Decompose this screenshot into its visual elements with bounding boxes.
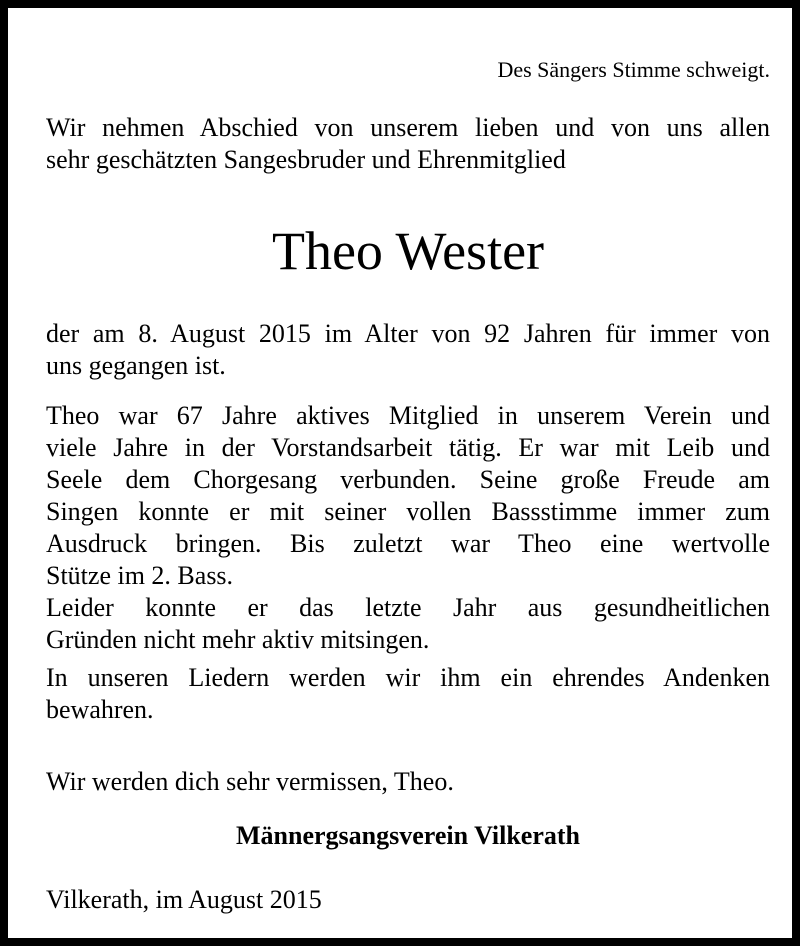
death-line: der am 8. August 2015 im Alter von 92 Jahren für immer von: [46, 319, 770, 348]
farewell-text: Wir werden dich sehr vermissen, Theo.: [46, 767, 454, 796]
illness-line: Gründen nicht mehr aktiv mitsingen.: [46, 625, 430, 654]
tribute-line: Theo war 67 Jahre aktives Mitglied in unserem Verein und: [46, 401, 770, 430]
death-paragraph: [46, 318, 770, 382]
illness-line: Leider konnte er das letzte Jahr aus gesundheitlichen: [46, 593, 770, 622]
intro-paragraph: [46, 112, 770, 176]
deceased-name: Theo Wester: [271, 221, 545, 281]
intro-line: Wir nehmen Abschied von unserem lieben und von uns allen: [46, 113, 770, 142]
tribute-line: Stütze im 2. Bass.: [46, 561, 234, 590]
death-line: uns gegangen ist.: [46, 351, 226, 380]
place-date: [46, 884, 770, 916]
tribute-line: Ausdruck bringen. Bis zuletzt war Theo eine wertvolle: [46, 529, 770, 558]
motto: Des Sängers Stimme schweigt.: [497, 57, 770, 82]
memory-line: bewahren.: [46, 695, 154, 724]
tribute-line: Singen konnte er mit seiner vollen Bassstimme immer zum: [46, 497, 770, 526]
tribute-paragraph: [46, 400, 770, 656]
farewell-line: [46, 766, 770, 798]
intro-line: sehr geschätzten Sangesbruder und Ehrenmitglied: [46, 145, 566, 174]
memory-line: In unseren Liedern werden wir ihm ein ehrendes Andenken: [46, 663, 770, 692]
memory-paragraph: [46, 662, 770, 726]
tribute-line: viele Jahre in der Vorstandsarbeit tätig. Er war mit Leib und: [46, 433, 770, 462]
place-date-text: Vilkerath, im August 2015: [46, 885, 322, 914]
tribute-line: Seele dem Chorgesang verbunden. Seine große Freude am: [46, 465, 770, 494]
club-signature: Männergsangsverein Vilkerath: [235, 821, 581, 850]
